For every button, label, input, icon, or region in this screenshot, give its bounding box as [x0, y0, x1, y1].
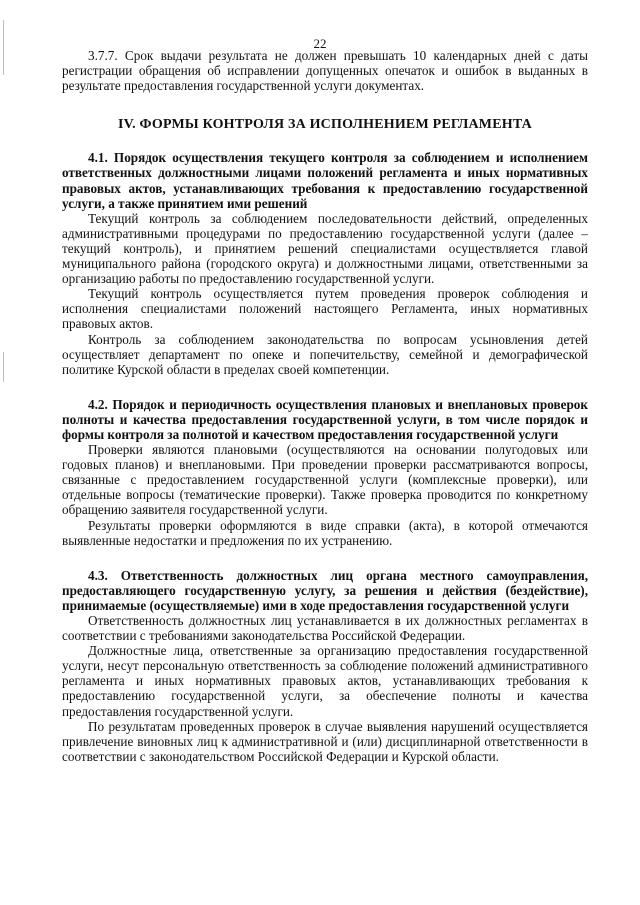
subsection-4-3: [62, 568, 588, 764]
subsection-title: 4.1. Порядок осуществления текущего контроля за соблюдением и исполнением ответственных должностными лицами положений регламента и иных нормативных правовых актов, устанавливающих требования к предоставлению государственной услуги, а также принятием ими решений: [62, 150, 588, 211]
spacer: [62, 548, 588, 568]
intro-paragraph: 3.7.7. Срок выдачи результата не должен превышать 10 календарных дней с даты регистрации обращения об исправлении допущенных опечаток и ошибок в выданных в результате предоставления государственной услуги документах.: [62, 48, 588, 94]
paragraph: Ответственность должностных лиц устанавливается в их должностных регламентах в соответствии с требованиями законодательства Российской Федерации.: [62, 613, 588, 644]
document-body: [62, 48, 588, 764]
paragraph: Проверки являются плановыми (осуществляются на основании полугодовых или годовых планов) и внеплановыми. При проведении проверки рассматриваются вопросы, связанные с предоставлением государственной услуги (комплексные проверки), или отдельные вопросы (тематические проверки). Также проверка проводится по конкретному обращению заявителя государственной услуги.: [62, 442, 588, 518]
paragraph: Текущий контроль осуществляется путем проведения проверок соблюдения и исполнения специалистами положений настоящего Регламента, иных нормативных правовых актов.: [62, 286, 588, 332]
paragraph: Текущий контроль за соблюдением последовательности действий, определенных административными процедурами по предоставлению государственной услуги (далее – текущий контроль), и принятием решений специалистами осуществляется главой муниципального района (городского округа) и должностными лицами, ответственными за организацию работы по предоставлению государственной услуги.: [62, 210, 588, 287]
paragraph: Должностные лица, ответственные за организацию предоставления государственной услуги, несут персональную ответственность за соблюдение положений административного регламента и иных нормативных правовых актов, устанавливающих требования к предоставлению государственной услуги, за обеспечение полноты и качества предоставления государственной услуги.: [62, 643, 588, 719]
spacer: [62, 377, 588, 397]
subsection-title: 4.2. Порядок и периодичность осуществления плановых и внеплановых проверок полноты и качества предоставления государственной услуги, в том числе порядок и формы контроля за полнотой и качеством предоставления государственной услуги: [62, 396, 588, 442]
subsection-title: 4.3. Ответственность должностных лиц органа местного самоуправления, предоставляющего государственную услугу, за решения и действия (бездействие), принимаемые (осуществляемые) ими в ходе предоставления государственной услуги: [62, 567, 588, 613]
subsection-4-2: [62, 397, 588, 548]
section-title: IV. ФОРМЫ КОНТРОЛЯ ЗА ИСПОЛНЕНИЕМ РЕГЛАМЕНТА: [117, 117, 532, 133]
paragraph: Результаты проверки оформляются в виде справки (акта), в которой отмечаются выявленные недостатки и предложения по их устранению.: [62, 517, 588, 548]
scan-edge-mark: [3, 352, 4, 382]
paragraph: По результатам проведенных проверок в случае выявления нарушений осуществляется привлечение виновных лиц к административной и (или) дисциплинарной ответственности в соответствии с законодательством Российской Федерации и Курской области.: [62, 718, 588, 764]
subsection-4-1: [62, 150, 588, 376]
paragraph: Контроль за соблюдением законодательства по вопросам усыновления детей осуществляет департамент по опеке и попечительству, семейной и демографической политике Курской области в пределах своей компетенции.: [62, 331, 588, 377]
page-number: 22: [313, 36, 327, 51]
